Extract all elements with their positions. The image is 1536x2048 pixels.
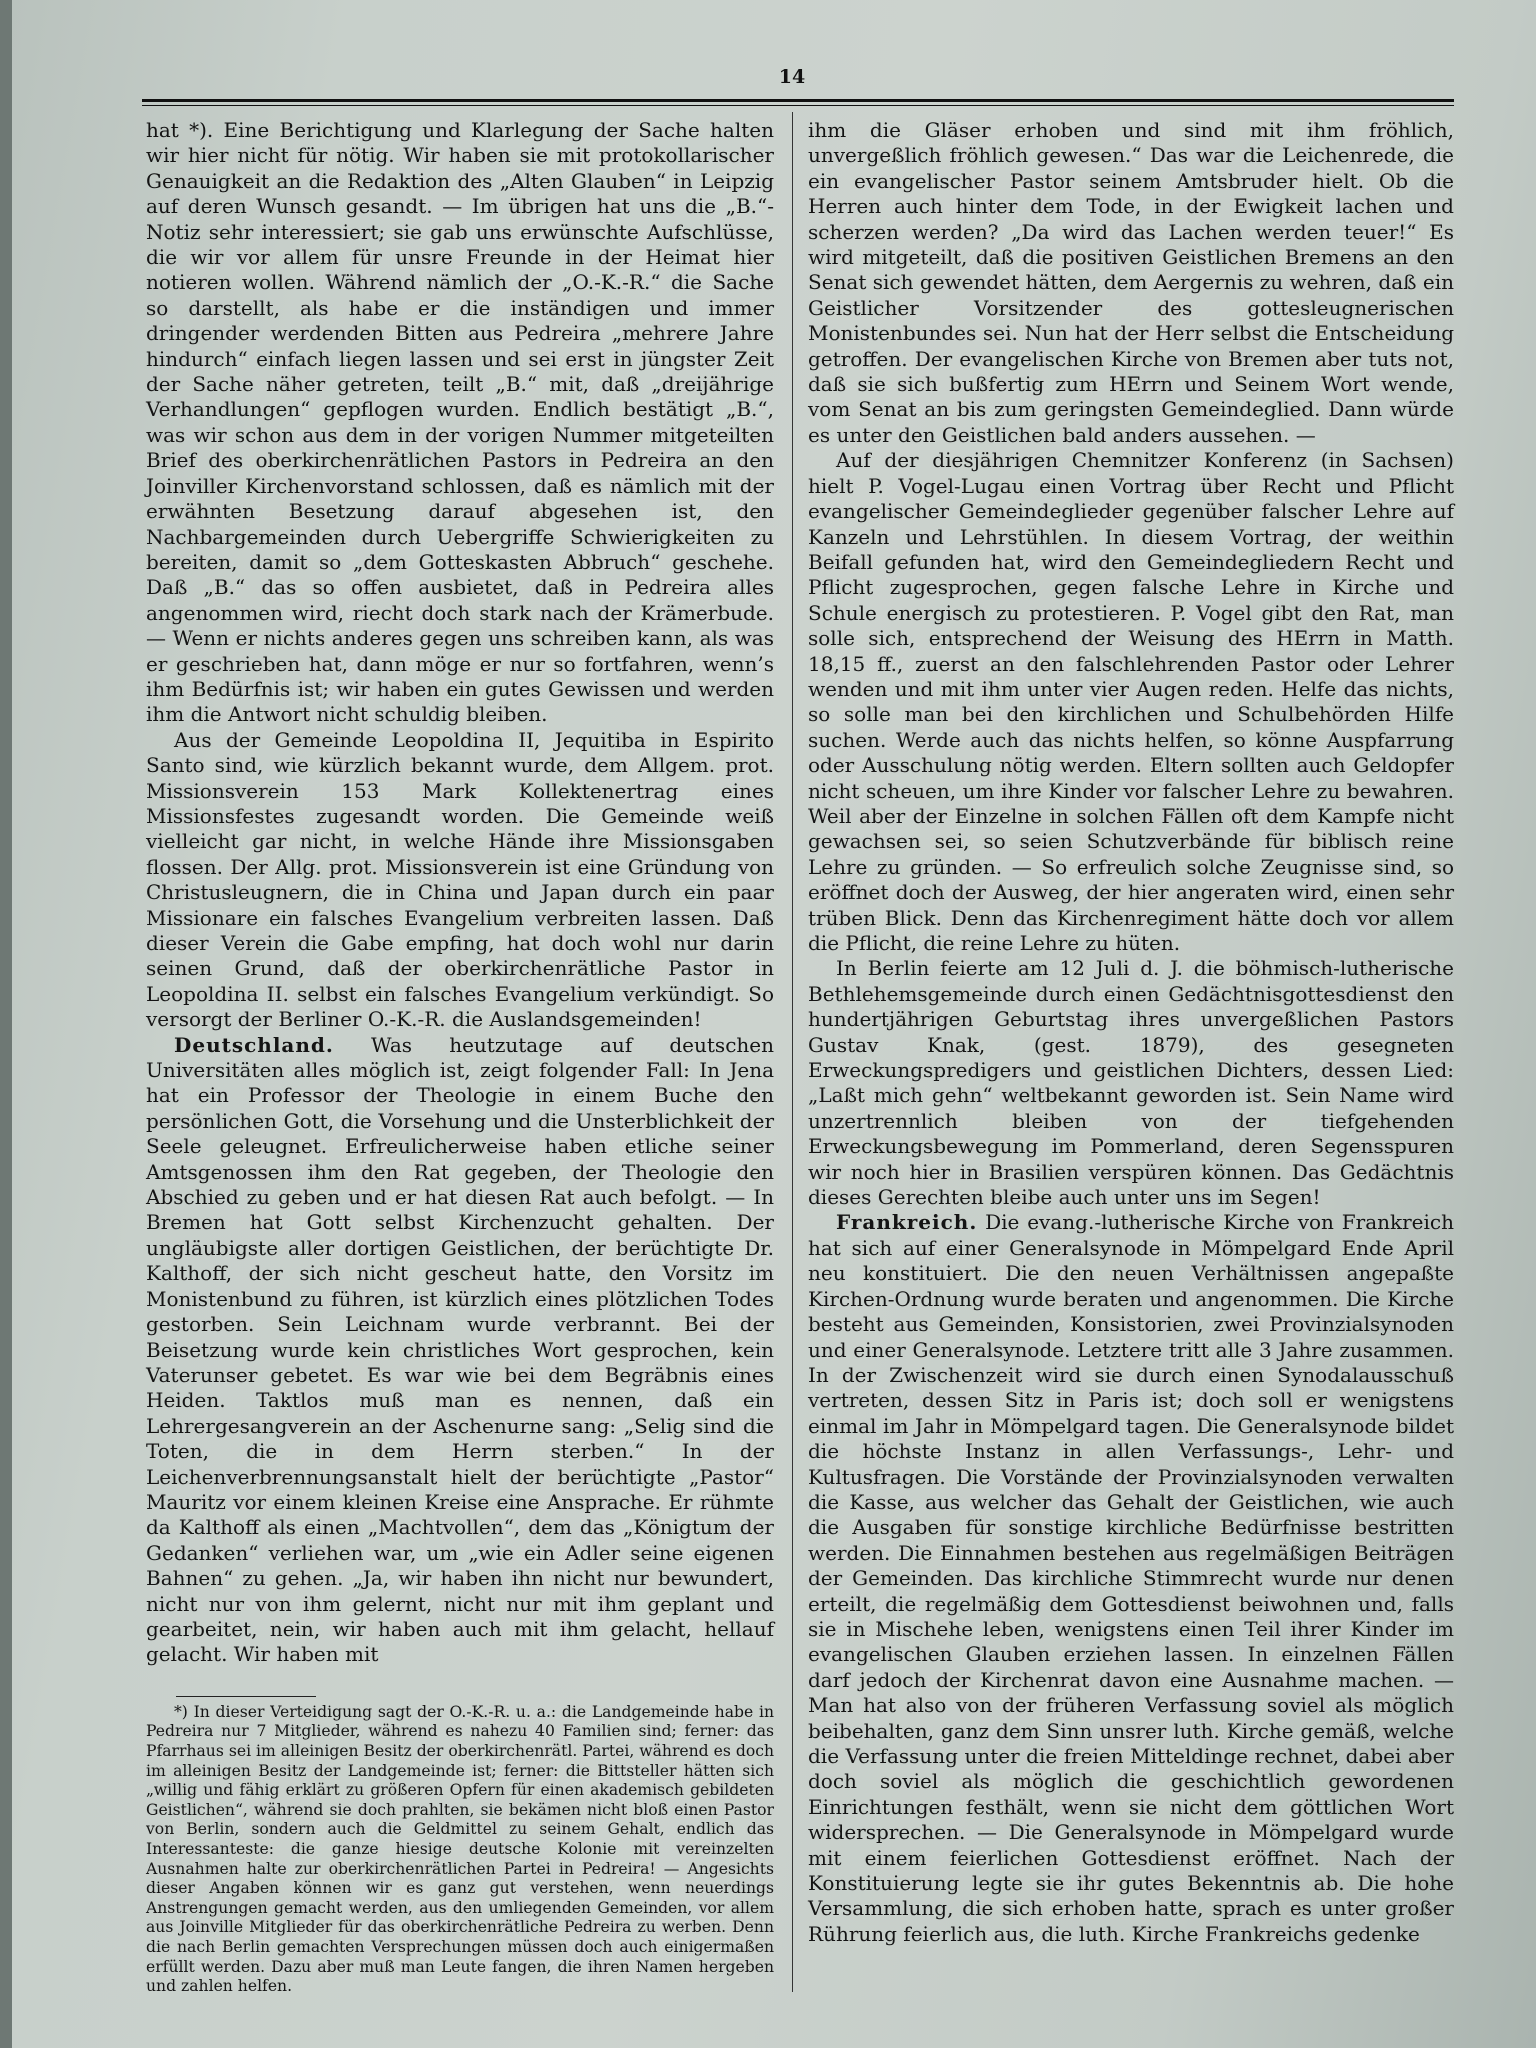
right-column — [808, 118, 1454, 1947]
header-rule — [142, 99, 1454, 102]
footnote: *) In dieser Verteidigung sagt der O.-K.-R. u. a.: die Landgemeinde habe in Pedreira nur 7 Mitglieder, während es nahezu 40 Familien sind; ferner: das Pfarrhaus sei im alleinigen Besitz der oberkirchenrätl. Partei, während es doch im alleinigen Besitz der Landgemeinde ist; ferner: die Bittsteller hätten sich „willig und fähig erklärt zu größeren Opfern für einen akademisch gebildeten Geistlichen“, während sie doch prahlten, sie bekämen nicht bloß einen Pastor von Berlin, sondern auch die Geldmittel zu seinem Gehalt, endlich das Interessanteste: die ganze hiesige deutsche Kolonie mit vereinzelten Ausnahmen halte zur oberkirchenrätlichen Partei in Pedreira! — Angesichts dieser Angaben können wir es ganz gut verstehen, wenn neuerdings Anstrengungen gemacht werden, aus den umliegenden Gemeinden, vor allem aus Joinville Mitglieder für das oberkirchenrätliche Pedreira zu werben. Denn die nach Berlin gemachten Versprechungen müssen doch auch einigermaßen erfüllt werden. Dazu aber muß man Leute fangen, die ihren Namen hergeben und zahlen helfen. — [146, 1702, 774, 1996]
left-column — [146, 118, 774, 1997]
paragraph: ihm die Gläser erhoben und sind mit ihm fröhlich, unvergeßlich fröhlich gewesen.“ Das war die Leichenrede, die ein evangelischer Pastor seinem Amtsbruder hielt. Ob die Herren auch hinter dem Tode, in der Ewigkeit lachen und scherzen werden? „Da wird das Lachen werden teuer!“ Es wird mitgeteilt, daß die positiven Geistlichen Bremens an den Senat sich gewendet hätten, dem Aergernis zu wehren, daß ein Geistlicher Vorsitzender des gottesleugnerischen Monistenbundes sei. Nun hat der Herr selbst die Entscheidung getroffen. Der evangelischen Kirche von Bremen aber tuts not, daß sie sich bußfertig zum HErrn und Seinem Wort wende, vom Senat an bis zum geringsten Gemeindeglied. Dann würde es unter den Geistlichen bald anders aussehen. — — [808, 118, 1454, 447]
paragraph: Auf der diesjährigen Chemnitzer Konferenz (in Sachsen) hielt P. Vogel-Lugau einen Vortrag über Recht und Pflicht evangelischer Gemeindeglieder gegenüber falscher Lehre auf Kanzeln und Lehrstühlen. In diesem Vortrag, der weithin Beifall gefunden hat, wird den Gemeindegliedern Recht und Pflicht zugesprochen, gegen falsche Lehre in Kirche und Schule energisch zu protestieren. P. Vogel gibt den Rat, man solle sich, entsprechend der Weisung des HErrn in Matth. 18,15 ff., zuerst an den falschlehrenden Pastor oder Lehrer wenden und mit ihm unter vier Augen reden. Helfe das nichts, so solle man bei den kirchlichen und Schulbehörden Hilfe suchen. Werde auch das nichts helfen, so könne Auspfarrung oder Ausschulung nötig werden. Eltern sollten auch Geldopfer nicht scheuen, um ihre Kinder vor falscher Lehre zu bewahren. Weil aber der Einzelne in solchen Fällen oft dem Kampfe nicht gewachsen sei, so seien Schutzverbände für biblisch reine Lehre zu gründen. — So erfreulich solche Zeugnisse sind, so eröffnet doch der Ausweg, der hier angeraten wird, einen sehr trüben Blick. Denn das Kirchenregiment hätte doch vor allem die Pflicht, die reine Lehre zu hüten. — [808, 448, 1454, 955]
section-heading: Frankreich. — [836, 1210, 978, 1235]
paragraph: hat *). Eine Berichtigung und Klarlegung der Sache halten wir hier nicht für nötig. Wir haben sie mit protokollarischer Genauigkeit an die Redaktion des „Alten Glauben“ in Leipzig auf deren Wunsch gesandt. — Im übrigen hat uns die „B.“-Notiz sehr interessiert; sie gab uns erwünschte Aufschlüsse, die wir vor allem für unsre Freunde in der Heimat hier notieren wollen. Während nämlich der „O.-K.-R.“ die Sache so darstellt, als habe er die inständigen und immer dringender werdenden Bitten aus Pedreira „mehrere Jahre hindurch“ einfach liegen lassen und sei erst in jüngster Zeit der Sache näher getreten, teilt „B.“ mit, daß „dreijährige Verhandlungen“ gepflogen wurden. Endlich bestätigt „B.“, was wir schon aus dem in der vorigen Nummer mitgeteilten Brief des oberkirchenrätlichen Pastors in Pedreira an den Joinviller Kirchenvorstand schlossen, daß es nämlich mit der erwähnten Besetzung darauf abgesehen ist, den Nachbargemeinden durch Uebergriffe Schwierigkeiten zu bereiten, damit so „dem Gotteskasten Abbruch“ geschehe. Daß „B.“ das so offen ausbietet, daß in Pedreira alles angenommen wird, riecht doch stark nach der Krämerbude. — Wenn er nichts anderes gegen uns schreiben kann, als was er geschrieben hat, dann möge er nur so fortfahren, wenn’s ihm Bedürfnis ist; wir haben ein gutes Gewissen und werden ihm die Antwort nicht schuldig bleiben. — [146, 118, 774, 727]
header-rule-thin — [142, 105, 1454, 106]
paragraph-text: Die evang.-lutherische Kirche von Frankreich hat sich auf einer Generalsynode in Mömpelgard Ende April neu konstituiert. Die den neuen Verhältnissen angepaßte Kirchen-Ordnung wurde beraten und angenommen. Die Kirche besteht aus Gemeinden, Konsistorien, zwei Provinzialsynoden und einer Generalsynode. Letztere tritt alle 3 Jahre zusammen. In der Zwischenzeit wird sie durch einen Synodalausschuß vertreten, dessen Sitz in Paris ist; doch soll er wenigstens einmal im Jahr in Mömpelgard tagen. Die Generalsynode bildet die höchste Instanz in allen Verfassungs-, Lehr- und Kultusfragen. Die Vorstände der Provinzialsynoden verwalten die Kasse, aus welcher das Gehalt der Geistlichen, wie auch die Ausgaben für sonstige kirchliche Bedürfnisse bestritten werden. Die Einnahmen bestehen aus regelmäßigen Beiträgen der Gemeinden. Das kirchliche Stimmrecht wurde nur denen erteilt, die regelmäßig dem Gottesdienst beiwohnen und, falls sie in Mischehe leben, wenigstens einen Teil ihrer Kinder im evangelischen Glauben erziehen lassen. In einzelnen Fällen darf jedoch der Kirchenrat davon eine Ausnahme machen. — Man hat also von der früheren Verfassung soviel als möglich beibehalten, ganz dem Sinn unsrer luth. Kirche gemäß, welche die Verfassung unter die freien Mitteldinge rechnet, dabei aber doch soviel als möglich die geschichtlich gewordenen Einrichtungen festhält, wenn sie nicht dem göttlichen Wort widersprechen. — Die Generalsynode in Mömpelgard wurde mit einem feierlichen Gottesdienst eröffnet. Nach der Konstituierung legte sie ihr gutes Bekenntnis ab. Die hohe Versammlung, die sich erhoben hatte, sprach es unter großer Rührung feierlich aus, die luth. Kirche Frankreichs gedenke — [808, 1210, 1454, 1946]
column-divider — [792, 112, 793, 1992]
paragraph: In Berlin feierte am 12 Juli d. J. die böhmisch-lutherische Bethlehemsgemeinde durch einen Gedächtnisgottesdienst den hundertjährigen Geburtstag ihres unvergeßlichen Pastors Gustav Knak, (gest. 1879), des gesegneten Erweckungspredigers und geistlichen Dichters, dessen Lied: „Laßt mich gehn“ weltbekannt geworden ist. Sein Name wird unzertrennlich bleiben von der tiefgehenden Erweckungsbewegung im Pommerland, deren Segensspuren wir noch hier in Brasilien verspüren können. Das Gedächtnis dieses Gerechten bleibe auch unter uns im Segen! — [808, 956, 1454, 1210]
page-number: 14 — [778, 66, 806, 88]
paragraph-text: Was heutzutage auf deutschen Universitäten alles möglich ist, zeigt folgender Fall: In Jena hat ein Professor der Theologie in einem Buche den persönlichen Gott, die Vorsehung und die Unsterblichkeit der Seele geleugnet. Erfreulicherweise haben etliche seiner Amtsgenossen ihm den Rat gegeben, der Theologie den Abschied zu geben und er hat diesen Rat auch befolgt. — In Bremen hat Gott selbst Kirchenzucht gehalten. Der ungläubigste aller dortigen Geistlichen, der berüchtigte Dr. Kalthoff, der sich nicht gescheut hatte, den Vorsitz im Monistenbund zu führen, ist kürzlich eines plötzlichen Todes gestorben. Sein Leichnam wurde verbrannt. Bei der Beisetzung wurde kein christliches Wort gesprochen, kein Vaterunser gebetet. Es war wie bei dem Begräbnis eines Heiden. Taktlos muß man es nennen, daß ein Lehrergesangverein an der Aschenurne sang: „Selig sind die Toten, die in dem Herrn sterben.“ In der Leichenverbrennungsanstalt hielt der berüchtigte „Pastor“ Mauritz vor einem kleinen Kreise eine Ansprache. Er rühmte da Kalthoff als einen „Machtvollen“, dem das „Königtum der Gedanken“ verliehen war, um „wie ein Adler seine eigenen Bahnen“ zu gehen. „Ja, wir haben ihn nicht nur bewundert, nicht nur von ihm gelernt, nicht nur mit ihm geplant und gearbeitet, nein, wir haben auch mit ihm gelacht, hellauf gelacht. Wir haben mit — [146, 1032, 774, 1667]
newspaper-page — [12, 0, 1536, 2048]
footnote-rule — [176, 1696, 316, 1697]
paragraph — [808, 1210, 1454, 1947]
paragraph: Aus der Gemeinde Leopoldina II, Jequitiba in Espirito Santo sind, wie kürzlich bekannt wurde, dem Allgem. prot. Missionsverein 153 Mark Kollektenertrag eines Missionsfestes zugesandt worden. Die Gemeinde weiß vielleicht gar nicht, in welche Hände ihre Missionsgaben flossen. Der Allg. prot. Missionsverein ist eine Gründung von Christusleugnern, die in China und Japan durch ein paar Missionare ein falsches Evangelium verbreiten lassen. Daß dieser Verein die Gabe empfing, hat doch wohl nur darin seinen Grund, daß der oberkirchenrätliche Pastor in Leopoldina II. selbst ein falsches Evangelium verkündigt. So versorgt der Berliner O.-K.-R. die Auslandsgemeinden! — [146, 727, 774, 1032]
paragraph — [146, 1033, 774, 1668]
section-heading: Deutschland. — [174, 1032, 334, 1057]
